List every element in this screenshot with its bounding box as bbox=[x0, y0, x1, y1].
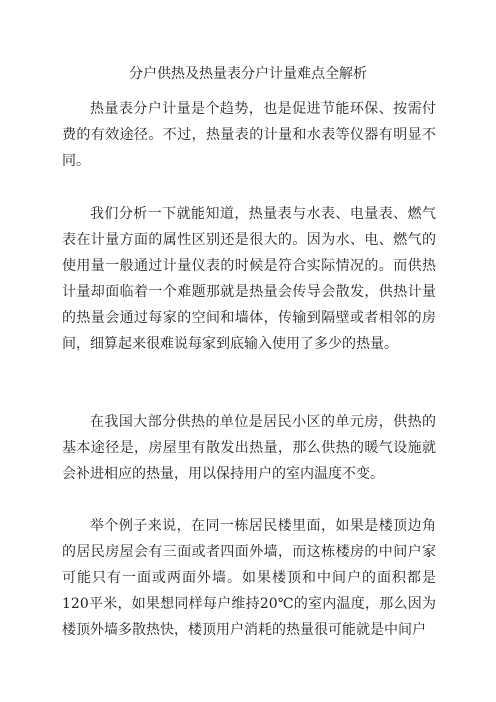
paragraph-intro: 热量表分户计量是个趋势，也是促进节能环保、按需付费的有效途径。不过，热量表的计量和水表等仪器有明显不同。 bbox=[62, 101, 436, 169]
paragraph-analysis: 我们分析一下就能知道，热量表与水表、电量表、燃气表在计量方面的属性区别还是很大的。因为水、电、燃气的使用量一般通过计量仪表的时候是符合实际情况的。而供热计量却面临着一个难题那就是热量会传导会散发，供热计量的热量会通过每家的空间和墙体，传输到隔壁或者相邻的房间，细算起来很难说每家到底输入使用了多少的热量。 bbox=[62, 206, 436, 352]
paragraph-example: 举个例子来说，在同一栋居民楼里面，如果是楼顶边角的居民房屋会有三面或者四面外墙，而这栋楼房的中间户家可能只有一面或两面外墙。如果楼顶和中间户的面积都是120平米，如果想同样每户维持20℃的室内温度，那么因为楼顶外墙多散热快，楼顶用户消耗的热量很可能就是中间户 bbox=[62, 518, 436, 638]
document-title: 分户供热及热量表分户计量难点全解析 bbox=[129, 66, 367, 82]
paragraph-heating-units: 在我国大部分供热的单位是居民小区的单元房，供热的基本途径是，房屋里有散发出热量，那么供热的暖气设施就会补进相应的热量，用以保持用户的室内温度不变。 bbox=[62, 414, 436, 482]
